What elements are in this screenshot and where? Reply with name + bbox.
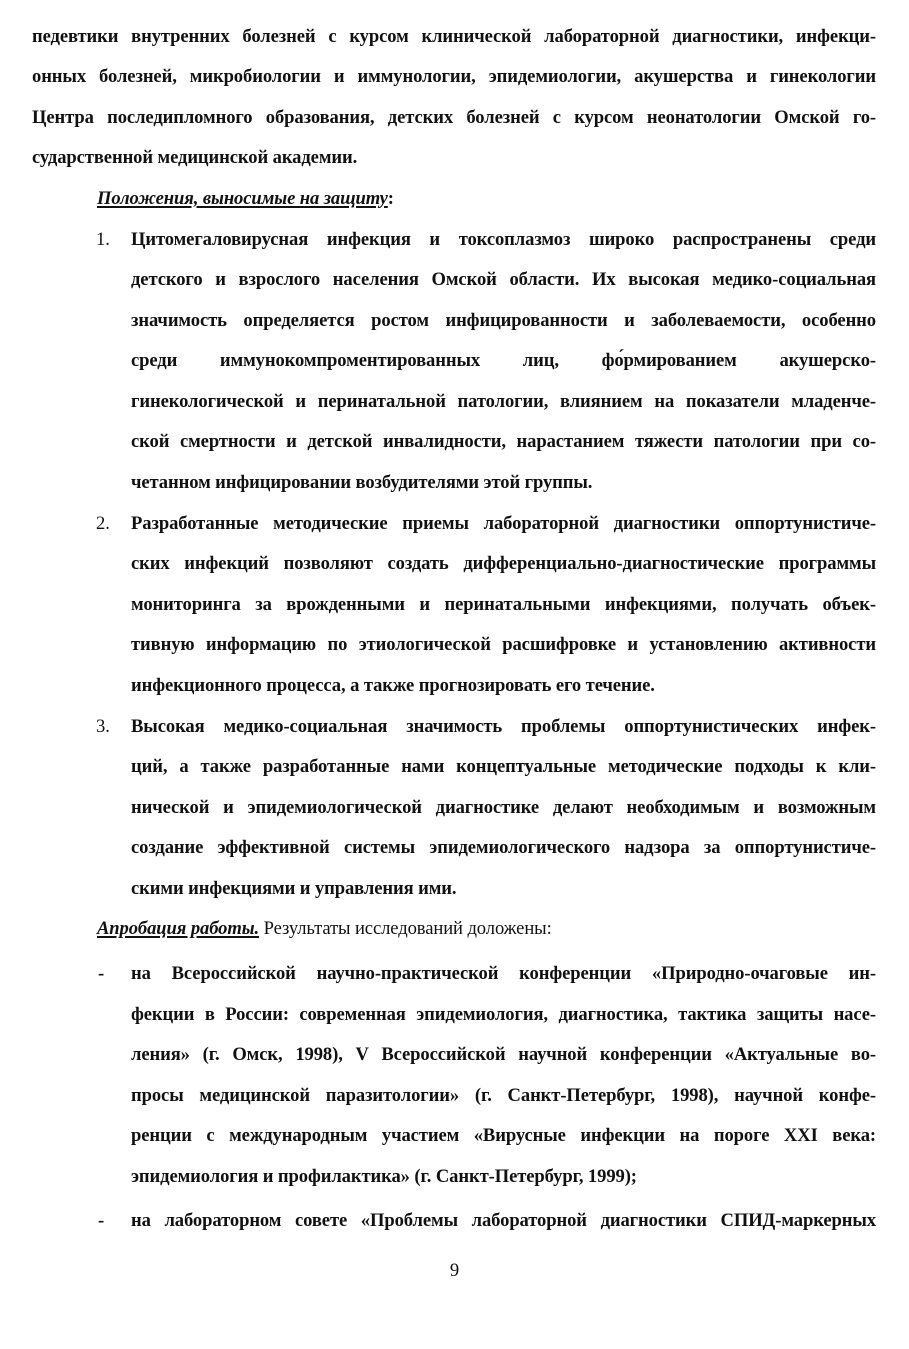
list-item-line: ренции с международным участием «Вирусные инфекции на пороге XXI века: (131, 1125, 876, 1146)
intro-line: педевтики внутренних болезней с курсом клинической лабораторной диагностики, инфекци- (32, 26, 876, 47)
list-number: 2. (96, 513, 110, 534)
defense-heading-colon: : (387, 188, 394, 209)
list-item-line: гинекологической и перинатальной патологии, влиянием на показатели младенче- (131, 391, 876, 412)
list-item-line: Цитомегаловирусная инфекция и токсоплазмоз широко распространены среди (131, 229, 876, 250)
list-item-line: ской смертности и детской инвалидности, нарастанием тяжести патологии при со- (131, 431, 876, 452)
list-item-line: ления» (г. Омск, 1998), V Всероссийской научной конференции «Актуальные во- (131, 1044, 876, 1065)
list-item-line: создание эффективной системы эпидемиологического надзора за оппортунистиче- (131, 837, 876, 858)
intro-line: сударственной медицинской академии. (32, 147, 358, 168)
intro-line: онных болезней, микробиологии и иммунологии, эпидемиологии, акушерства и гинекологии (32, 66, 876, 87)
defense-heading-text: Положения, выносимые на защиту (97, 188, 388, 209)
list-item-line: на лабораторном совете «Проблемы лабораторной диагностики СПИД-маркерных (131, 1210, 876, 1231)
approbation-heading-rest: Результаты исследований доложены: (259, 918, 552, 939)
page-number: 9 (449, 1260, 460, 1281)
intro-line: Центра последипломного образования, детских болезней с курсом неонатологии Омской го- (32, 107, 876, 128)
list-bullet: - (98, 1210, 105, 1231)
list-item-line: мониторинга за врожденными и перинатальными инфекциями, получать объек- (131, 594, 876, 615)
list-item-line: ций, а также разработанные нами концептуальные методические подходы к кли- (131, 756, 876, 777)
list-item-line: значимость определяется ростом инфицированности и заболеваемости, особенно (131, 310, 876, 331)
list-number: 3. (96, 716, 110, 737)
list-number: 1. (96, 229, 110, 250)
list-item-line: скими инфекциями и управления ими. (131, 878, 457, 899)
list-item-line: нической и эпидемиологической диагностике делают необходимым и возможным (131, 797, 876, 818)
list-item-line: ских инфекций позволяют создать дифференциально-диагностические программы (131, 553, 876, 574)
list-item-line: эпидемиология и профилактика» (г. Санкт-Петербург, 1999); (131, 1166, 637, 1187)
list-item-line: фекции в России: современная эпидемиология, диагностика, тактика защиты насе- (131, 1004, 876, 1025)
defense-heading (97, 188, 394, 210)
list-item-line: тивную информацию по этиологической расшифровке и установлению активности (131, 634, 876, 655)
approbation-heading-text: Апробация работы. (97, 918, 260, 939)
list-item-line: просы медицинской паразитологии» (г. Санкт-Петербург, 1998), научной конфе- (131, 1085, 876, 1106)
list-bullet: - (98, 963, 105, 984)
list-item-line: инфекционного процесса, а также прогнозировать его течение. (131, 675, 655, 696)
list-item-line: детского и взрослого населения Омской области. Их высокая медико-социальная (131, 269, 876, 290)
list-item-line: на Всероссийской научно-практической конференции «Природно-очаговые ин- (131, 963, 876, 984)
list-item-line: Высокая медико-социальная значимость проблемы оппортунистических инфек- (131, 716, 876, 737)
list-item-line: среди иммунокомпроментированных лиц, фо́рмированием акушерско- (131, 350, 876, 371)
list-item-line: четанном инфицировании возбудителями этой группы. (131, 472, 593, 493)
list-item-line: Разработанные методические приемы лабораторной диагностики оппортунистиче- (131, 513, 876, 534)
approbation-heading (97, 918, 552, 940)
